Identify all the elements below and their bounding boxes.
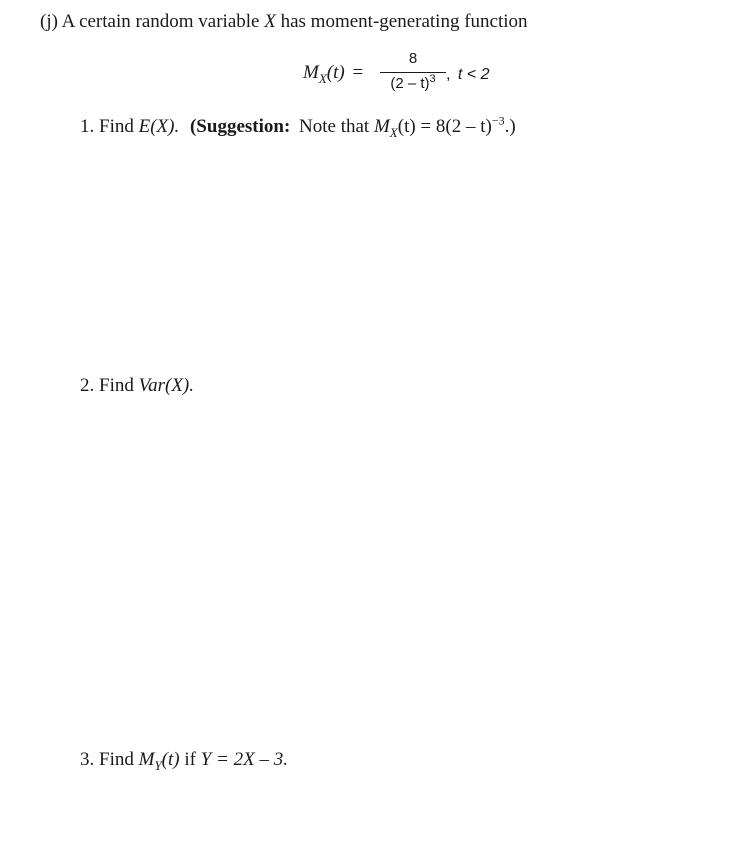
mgf-condition-line [446, 64, 489, 86]
q2-number: 2. [80, 375, 95, 396]
mgf-comma: , [446, 66, 451, 83]
question-2 [80, 375, 194, 397]
q2-expr: Var(X). [138, 375, 195, 396]
q1-suggestion-text: Note that [299, 116, 370, 137]
mgf-lhs-arg: (t) [326, 62, 345, 83]
question-label: (j) [40, 11, 58, 32]
mgf-lhs-M: M [303, 62, 319, 83]
intro-line [40, 11, 528, 33]
q1-suggestion-label: (Suggestion: [189, 116, 291, 137]
q3-text: Find [99, 749, 134, 770]
mgf-fraction [378, 48, 451, 100]
question-1 [80, 113, 516, 140]
intro-text-after: has moment-generating function [280, 11, 528, 32]
mgf-denominator-base: (2 – t) [390, 75, 430, 92]
q2-text: Find [99, 375, 134, 396]
intro-text-before: A certain random variable [61, 11, 260, 32]
mgf-lhs-sub: X [318, 70, 327, 86]
mgf-equals: = [352, 62, 364, 83]
q3-if: if [184, 749, 196, 770]
q1-end: .) [504, 116, 516, 137]
intro-variable: X [264, 11, 276, 32]
q1-expr: E(X). [138, 116, 180, 137]
mgf-denominator-exp: 3 [429, 73, 436, 85]
q3-M-arg: (t) [161, 749, 180, 770]
q3-number: 3. [80, 749, 95, 770]
q1-exponent: −3 [491, 113, 505, 128]
question-3 [80, 749, 288, 771]
q3-M-sub: Y [154, 757, 162, 773]
q3-M: M [138, 749, 155, 770]
q1-M-arg: (t) = 8(2 – t) [397, 116, 492, 137]
mgf-denominator [378, 75, 448, 92]
q1-text: Find [99, 116, 134, 137]
mgf-numerator: 8 [408, 50, 418, 67]
q1-number: 1. [80, 116, 95, 137]
q1-M-sub: X [389, 124, 398, 140]
q3-condition: Y = 2X – 3. [200, 749, 288, 770]
mgf-fraction-bar [380, 72, 446, 73]
q1-M: M [373, 116, 390, 137]
mgf-lhs [303, 62, 363, 84]
mgf-condition: t < 2 [457, 66, 490, 83]
